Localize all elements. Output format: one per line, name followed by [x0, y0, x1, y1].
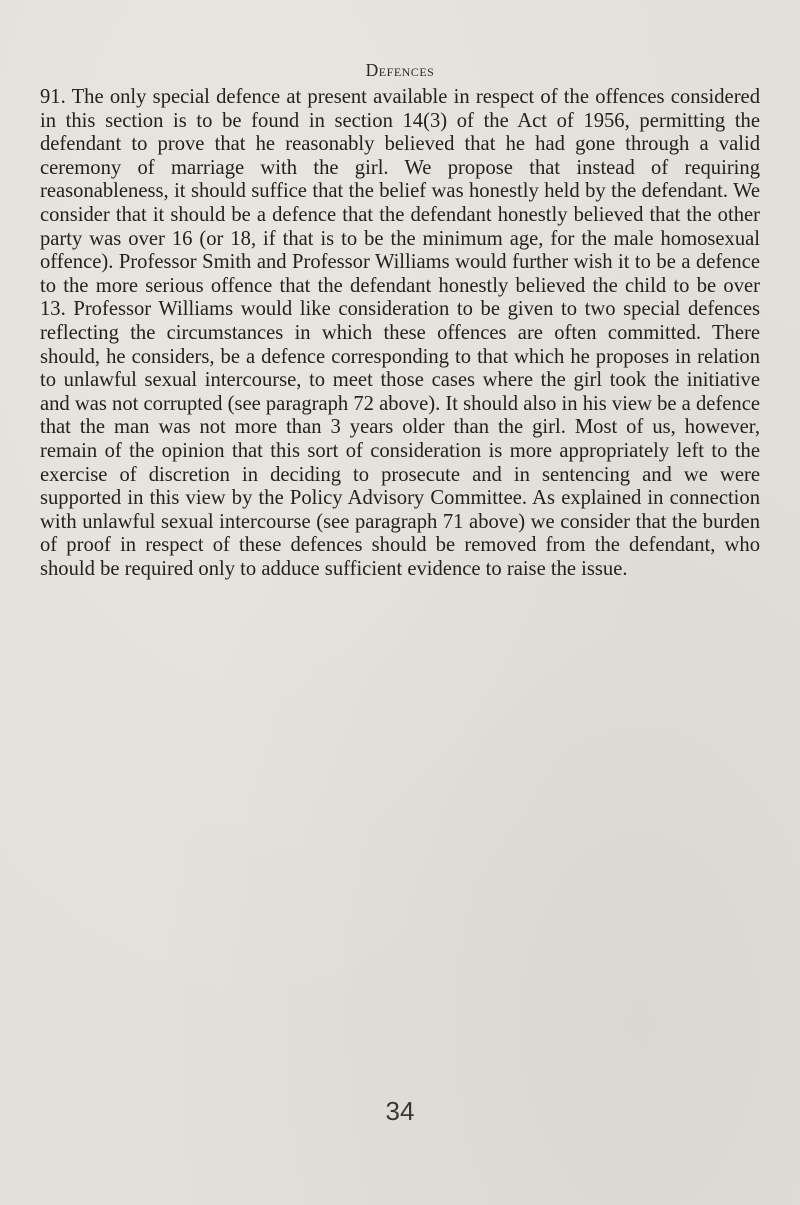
paragraph-91: 91. The only special defence at present available in respect of the offences considered in this section is to be found in section 14(3) of the Act of 1956, permitting the defendant to prove that he reasonably believed that he had gone through a valid ceremony of marriage with the girl. We propose that instead of requiring reasonableness, it should suffice that the belief was honestly held by the defendant. We consider that it should be a defence that the defendant honestly believed that the other party was over 16 (or 18, if that is to be the minimum age, for the male homosexual offence). Professor Smith and Professor Williams would further wish it to be a defence to the more serious offence that the defendant honestly believed the child to be over 13. Professor Williams would like consideration to be given to two special defences reflecting the circumstances in which these offences are often committed. There should, he considers, be a defence corresponding to that which he proposes in relation to unlawful sexual intercourse, to meet those cases where the girl took the initiative and was not corrupted (see paragraph 72 above). It should also in his view be a defence that the man was not more than 3 years older than the girl. Most of us, however, remain of the opinion that this sort of consideration is more appropriately left to the exercise of discretion in deciding to prosecute and in sentencing and we were supported in this view by the Policy Advisory Committee. As explained in connection with unlawful sexual intercourse (see paragraph 71 above) we consider that the burden of proof in respect of these defences should be removed from the defendant, who should be required only to adduce sufficient evidence to raise the issue.: [40, 86, 760, 580]
page-number: 34: [385, 1096, 415, 1126]
section-heading: Defences: [365, 60, 435, 80]
